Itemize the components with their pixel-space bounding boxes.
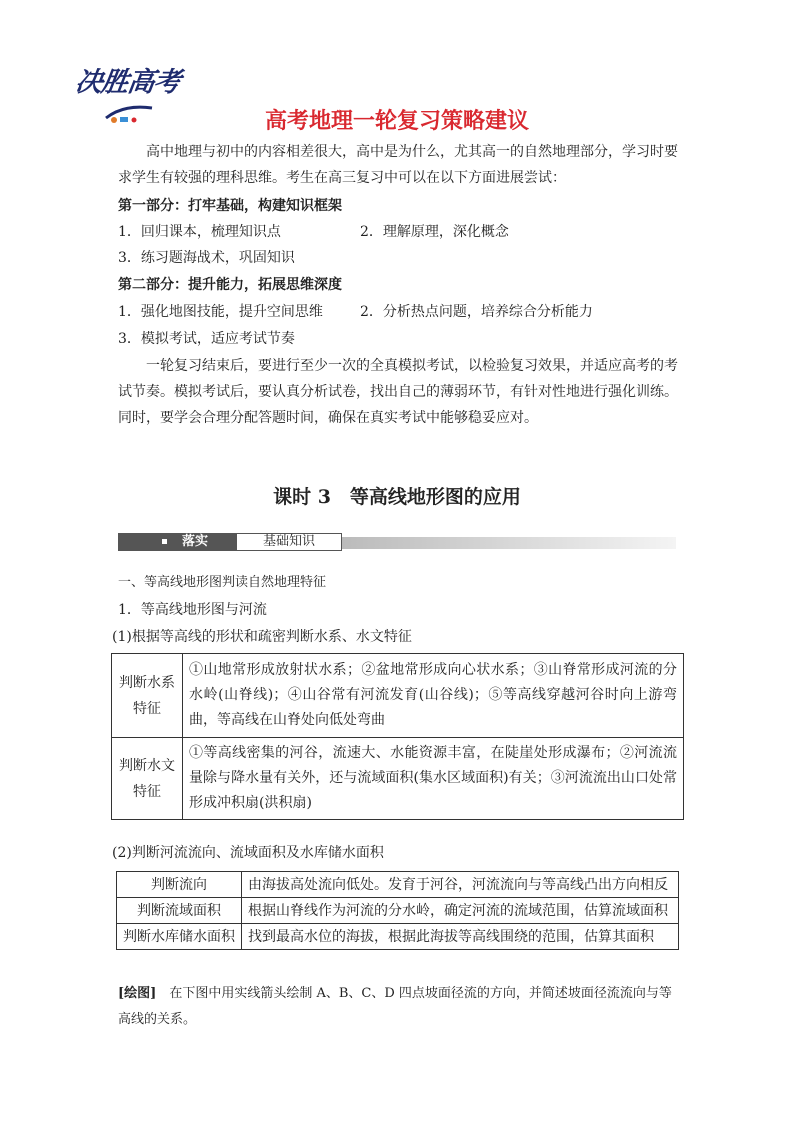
subsection-heading: 1．等高线地形图与河流 xyxy=(118,602,267,618)
table-row-body: ①等高线密集的河谷，流速大、水能资源丰富，在陡崖处形成瀑布；②河流流量除与降水量有关外，还与流域面积(集水区域面积)有关；③河流流出山口处常形成冲积扇(洪积扇) xyxy=(183,738,684,820)
table-row-head: 判断水系特征 xyxy=(112,654,183,738)
intro-paragraph: 高中地理与初中的内容相差很大，高中是为什么，尤其高一的自然地理部分，学习时要求学生有较强的理科思维。考生在高三复习中可以在以下方面进展尝试： xyxy=(118,144,678,186)
table-row xyxy=(112,654,684,738)
lesson-title: 课时 3 等高线地形图的应用 xyxy=(273,486,521,508)
banner-light-label: 基础知识 xyxy=(236,533,342,551)
table-river-direction xyxy=(116,871,679,950)
part1-heading: 第一部分：打牢基础，构建知识框架 xyxy=(118,198,342,214)
table-water-features xyxy=(111,653,684,820)
square-bullet-icon xyxy=(162,539,167,544)
table-row xyxy=(112,738,684,820)
section-heading: 一、等高线地形图判读自然地理特征 xyxy=(118,575,327,590)
table-row-body: 根据山脊线作为河流的分水岭，确定河流的流域范围，估算流域面积 xyxy=(242,898,679,924)
banner-dark-tab xyxy=(118,533,236,551)
part2-item-3: 3．模拟考试，适应考试节奏 xyxy=(118,331,295,347)
table-row-head: 判断水文特征 xyxy=(112,738,183,820)
part1-item-1: 1．回归课本，梳理知识点 xyxy=(118,224,281,240)
table-row xyxy=(117,872,679,898)
point1-heading: (1)根据等高线的形状和疏密判断水系、水文特征 xyxy=(112,629,412,645)
table-row-head: 判断流向 xyxy=(117,872,242,898)
part2-item-2: 2．分析热点问题，培养综合分析能力 xyxy=(360,304,593,320)
table-row xyxy=(117,898,679,924)
logo-text: 决胜高考 xyxy=(73,67,182,98)
part1-item-2: 2．理解原理，深化概念 xyxy=(360,224,509,240)
part2-item-1: 1．强化地图技能，提升空间思维 xyxy=(118,304,323,320)
banner-fade-bar xyxy=(342,537,676,549)
banner-dark-label: 落实 xyxy=(182,534,209,549)
table-row-head: 判断流域面积 xyxy=(117,898,242,924)
table-row-head: 判断水库储水面积 xyxy=(117,924,242,950)
point2-heading: (2)判断河流流向、流域面积及水库储水面积 xyxy=(112,845,384,861)
section-banner xyxy=(118,533,676,553)
drawing-task-label: [绘图] xyxy=(118,986,157,1001)
closing-paragraph: 一轮复习结束后，要进行至少一次的全真模拟考试，以检验复习效果，并适应高考的考试节奏。模拟考试后，要认真分析试卷，找出自己的薄弱环节，有针对性地进行强化训练。同时，要学会合理分配答题时间，确保在真实考试中能够稳妥应对。 xyxy=(118,358,678,426)
part1-item-3: 3．练习题海战术，巩固知识 xyxy=(118,250,295,266)
drawing-task-text: 在下图中用实线箭头绘制 A、B、C、D 四点坡面径流的方向，并简述坡面径流流向与等高线的关系。 xyxy=(118,986,672,1027)
table-row-body: ①山地常形成放射状水系；②盆地常形成向心状水系；③山脊常形成河流的分水岭(山脊线)；④山谷常有河流发育(山谷线)；⑤等高线穿越河谷时向上游弯曲，等高线在山脊处向低处弯曲 xyxy=(183,654,684,738)
page-title: 高考地理一轮复习策略建议 xyxy=(264,109,529,134)
table-row xyxy=(117,924,679,950)
table-row-body: 找到最高水位的海拔，根据此海拔等高线围绕的范围，估算其面积 xyxy=(242,924,679,950)
drawing-task xyxy=(118,981,684,1033)
table-row-body: 由海拔高处流向低处。发育于河谷，河流流向与等高线凸出方向相反 xyxy=(242,872,679,898)
part2-heading: 第二部分：提升能力，拓展思维深度 xyxy=(118,277,342,293)
